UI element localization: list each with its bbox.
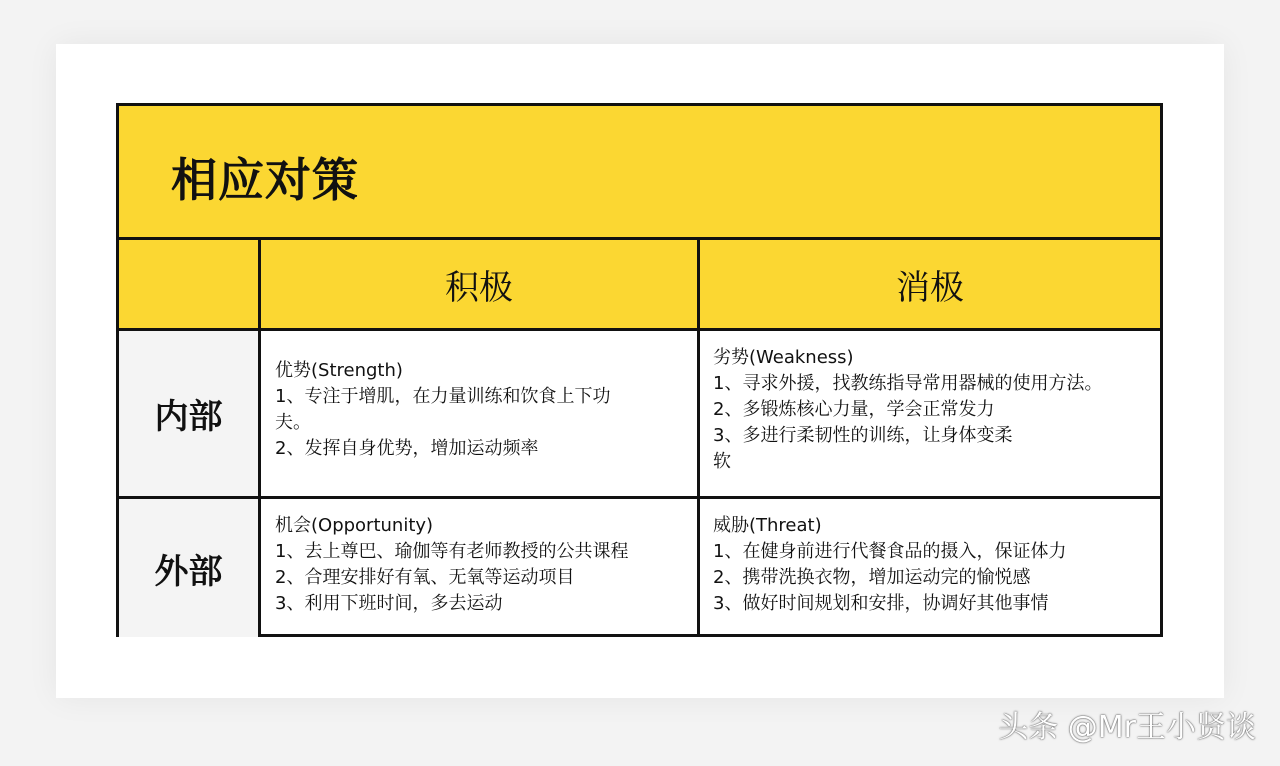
- divider-line: [119, 496, 1160, 499]
- strength-line: 2、发挥自身优势，增加运动频率: [275, 438, 539, 459]
- threat-cell: [713, 513, 1153, 617]
- opportunity-cell: [275, 513, 690, 617]
- weakness-line: 2、多锻炼核心力量，学会正常发力: [713, 399, 995, 420]
- strength-cell: [275, 358, 685, 462]
- strength-line: 1、专注于增肌，在力量训练和饮食上下功: [275, 386, 611, 407]
- weakness-line: 3、多进行柔韧性的训练，让身体变柔: [713, 425, 1013, 446]
- column-header-positive: 积极: [445, 267, 513, 308]
- weakness-heading: 劣势(Weakness): [713, 347, 854, 368]
- opportunity-heading: 机会(Opportunity): [275, 515, 434, 536]
- divider-line: [258, 240, 261, 637]
- watermark-text: 头条 @Mr王小贤谈: [998, 710, 1256, 745]
- opportunity-line: 3、利用下班时间，多去运动: [275, 593, 503, 614]
- weakness-line: 1、寻求外援，找教练指导常用器械的使用方法。: [713, 373, 1103, 394]
- row-label-external: 外部: [119, 499, 258, 637]
- row-label-internal: 内部: [119, 331, 258, 496]
- opportunity-line: 1、去上尊巴、瑜伽等有老师教授的公共课程: [275, 541, 629, 562]
- divider-line: [697, 240, 700, 637]
- column-header-negative: 消极: [896, 267, 964, 308]
- table-title: 相应对策: [171, 153, 359, 207]
- strength-line: 夫。: [275, 412, 311, 433]
- divider-line: [119, 328, 1160, 331]
- strategy-table: [116, 103, 1163, 637]
- threat-heading: 威胁(Threat): [713, 515, 822, 536]
- strength-heading: 优势(Strength): [275, 360, 403, 381]
- title-bar: [119, 106, 1160, 240]
- weakness-line: 软: [713, 451, 731, 472]
- opportunity-line: 2、合理安排好有氧、无氧等运动项目: [275, 567, 575, 588]
- weakness-cell: [713, 345, 1153, 475]
- threat-line: 1、在健身前进行代餐食品的摄入，保证体力: [713, 541, 1067, 562]
- threat-line: 2、携带洗换衣物，增加运动完的愉悦感: [713, 567, 1031, 588]
- threat-line: 3、做好时间规划和安排，协调好其他事情: [713, 593, 1049, 614]
